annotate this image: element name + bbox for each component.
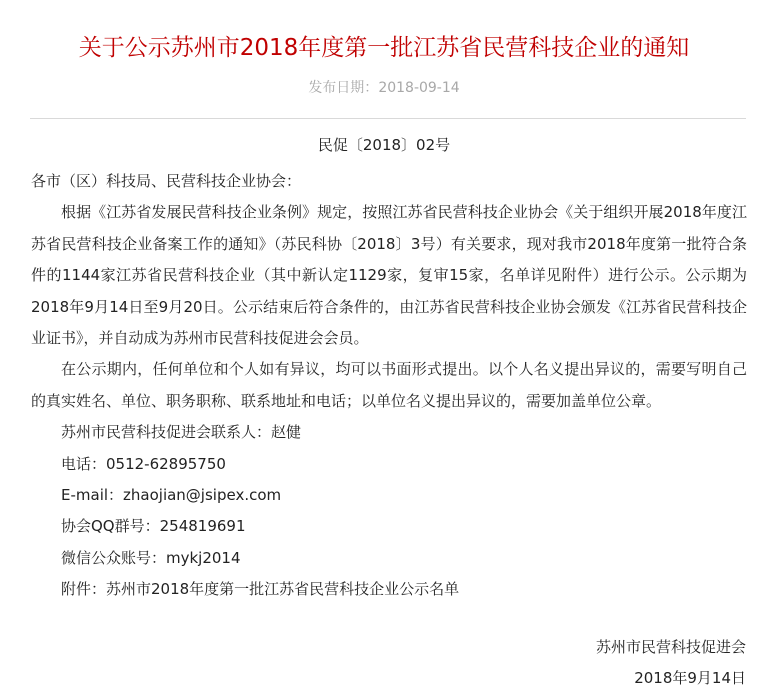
contact-phone: 电话：0512-62895750 [61,454,226,473]
signature-date: 2018年9月14日 [634,669,746,687]
paragraph-basis: 根据《江苏省发展民营科技企业条例》规定，按照江苏省民营科技企业协会《关于组织开展2018年度江苏省民营科技企业备案工作的通知》（苏民科协〔2018〕3号）有关要求，现对我市2018年度第一批符合条件的1144家江苏省民营科技企业（其中新认定1129家，复审15家，名单详见附件）进行公示。公示期为2018年9月14日至9月20日。公示结束后符合条件的，由江苏省民营科技企业协会颁发《江苏省民营科技企业证书》，并自动成为苏州市民营科技促进会会员。 [31,203,747,348]
contact-email: E-mail：zhaojian@jsipex.com [61,486,282,505]
document-number: 民促〔2018〕02号 [317,136,451,154]
publish-date-label: 发布日期： [308,80,379,96]
salutation: 各市（区）科技局、民营科技企业协会： [31,172,302,190]
publish-date-line [0,78,768,98]
contact-wechat: 微信公众账号：mykj2014 [61,548,241,567]
signature-organization: 苏州市民营科技促进会 [595,638,746,656]
notice-body [31,166,747,606]
paragraph-objection: 在公示期内，任何单位和个人如有异议，均可以书面形式提出。以个人名义提出异议的，需要写明自己的真实姓名、单位、职务职称、联系地址和电话；以单位名义提出异议的，需要加盖单位公章。 [31,360,747,410]
publish-date-value: 2018-09-14 [378,80,460,96]
notice-title: 关于公示苏州市2018年度第一批江苏省民营科技企业的通知 [78,35,690,61]
contact-person: 苏州市民营科技促进会联系人：赵健 [61,423,302,442]
attachment-link[interactable]: 附件：苏州市2018年度第一批江苏省民营科技企业公示名单 [61,580,460,599]
title-divider [30,118,746,119]
contact-qq-group: 协会QQ群号：254819691 [61,517,246,536]
